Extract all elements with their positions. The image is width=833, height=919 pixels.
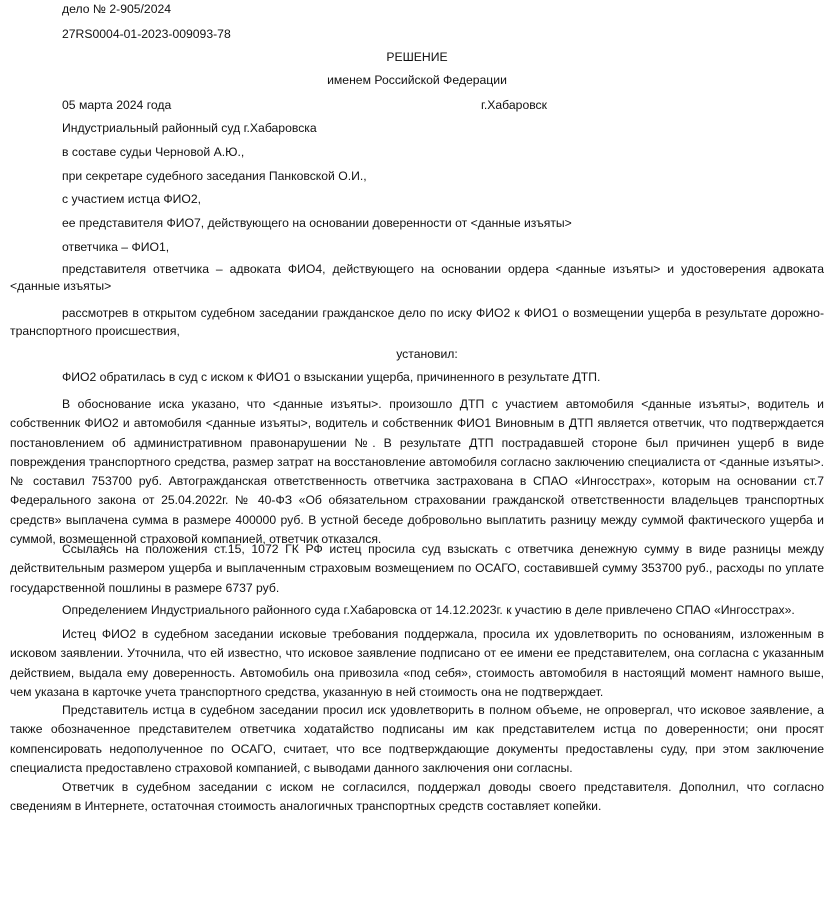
body-paragraph-2: В обоснование иска указано, что <данные изъяты>. произошло ДТП с участием автомобиля <данные изъяты>, водитель и собственник ФИО2 и автомобиля <данные изъяты>, водитель и собственник ФИО1 Виновным в ДТП является ответчик, что подтверждается постановлением об административном правонарушении №. В результате ДТП пострадавшей стороне был причинен ущерб в виде повреждения транспортного средства, размер затрат на восстановление автомобиля согласно заключению специалиста от <данные изъяты>. № составил 753700 руб. Автогражданская ответственность ответчика застрахована в СПАО «Ингосстрах», которым на основании ст.7 Федерального закона от 25.04.2022г. № 40-ФЗ «Об обязательном страховании гражданской ответственности владельцев транспортных средств» выплачена сумма в размере 400000 руб. В устной беседе добровольно выплатить разницу между суммой фактического ущерба и суммой, возмещенной страховой компанией, ответчик отказался. [10, 397, 824, 547]
secretary-line: при секретаре судебного заседания Панковской О.И., [62, 169, 367, 183]
body-paragraph-4: Определением Индустриального районного суда г.Хабаровска от 14.12.2023г. к участию в деле привлечено СПАО «Ингосстрах». [62, 603, 795, 617]
decision-date: 05 марта 2024 года [62, 98, 172, 112]
body-paragraph-5: Истец ФИО2 в судебном заседании исковые требования поддержала, просила их удовлетворить по основаниям, изложенным в исковом заявлении. Уточнила, что ей известно, что исковое заявление подписано от ее имени ее представителем, она согласна с указанным действием, выдала ему доверенность. Автомобиль она привозила «под себя», стоимость автомобиля в настоящий момент намного выше, чем указана в карточке учета транспортного средства, указанную в ней стоимость она не подтверждает. [10, 627, 824, 699]
defendant-representative-paragraph: представителя ответчика – адвоката ФИО4, действующего на основании ордера <данные изъяты> и удостоверения адвоката <данные изъяты> [10, 262, 824, 293]
decision-city: г.Хабаровск [480, 98, 547, 112]
document-subtitle: именем Российской Федерации [327, 73, 507, 87]
case-number: дело № 2-905/2024 [62, 2, 172, 16]
established-heading: установил: [396, 347, 458, 361]
court-name: Индустриальный районный суд г.Хабаровска [62, 121, 317, 135]
considered-paragraph: рассмотрев в открытом судебном заседании гражданское дело по иску ФИО2 к ФИО1 о возмещении ущерба в результате дорожно-транспортного происшествия, [10, 306, 824, 338]
judge-line: в составе судьи Черновой А.Ю., [62, 145, 245, 159]
body-paragraph-3: Ссылаясь на положения ст.15, 1072 ГК РФ истец просила суд взыскать с ответчика денежную сумму в виде разницы между действительным размером ущерба и выплаченным страховым возмещением по ОСАГО, составившей сумму 353700 руб., расходы по уплате государственной пошлины в размере 6737 руб. [10, 542, 824, 595]
case-uid: 27RS0004-01-2023-009093-78 [62, 27, 231, 41]
defendant-line: ответчика – ФИО1, [62, 240, 170, 254]
plaintiff-representative-line: ее представителя ФИО7, действующего на основании доверенности от <данные изъяты> [62, 216, 572, 230]
document-title: РЕШЕНИЕ [386, 50, 448, 64]
date-city-row [62, 97, 547, 113]
body-paragraph-6: Представитель истца в судебном заседании просил иск удовлетворить в полном объеме, не опровергал, что исковое заявление, а также обозначенное представителем ответчика ходатайство подписаны им как представителем истца по доверенности; они просят компенсировать недополученное по ОСАГО, считает, что все подтверждающие документы предоставлены суду, при этом заключение специалиста предоставлено страховой компанией, с выводами данного заключения они согласны. [10, 703, 824, 775]
body-paragraph-7: Ответчик в судебном заседании с иском не согласился, поддержал доводы своего представителя. Дополнил, что согласно сведениям в Интернете, остаточная стоимость аналогичных транспортных средств составляет копейки. [10, 780, 824, 814]
plaintiff-line: с участием истца ФИО2, [62, 192, 202, 206]
body-paragraph-1: ФИО2 обратилась в суд с иском к ФИО1 о взыскании ущерба, причиненного в результате ДТП. [62, 370, 601, 384]
